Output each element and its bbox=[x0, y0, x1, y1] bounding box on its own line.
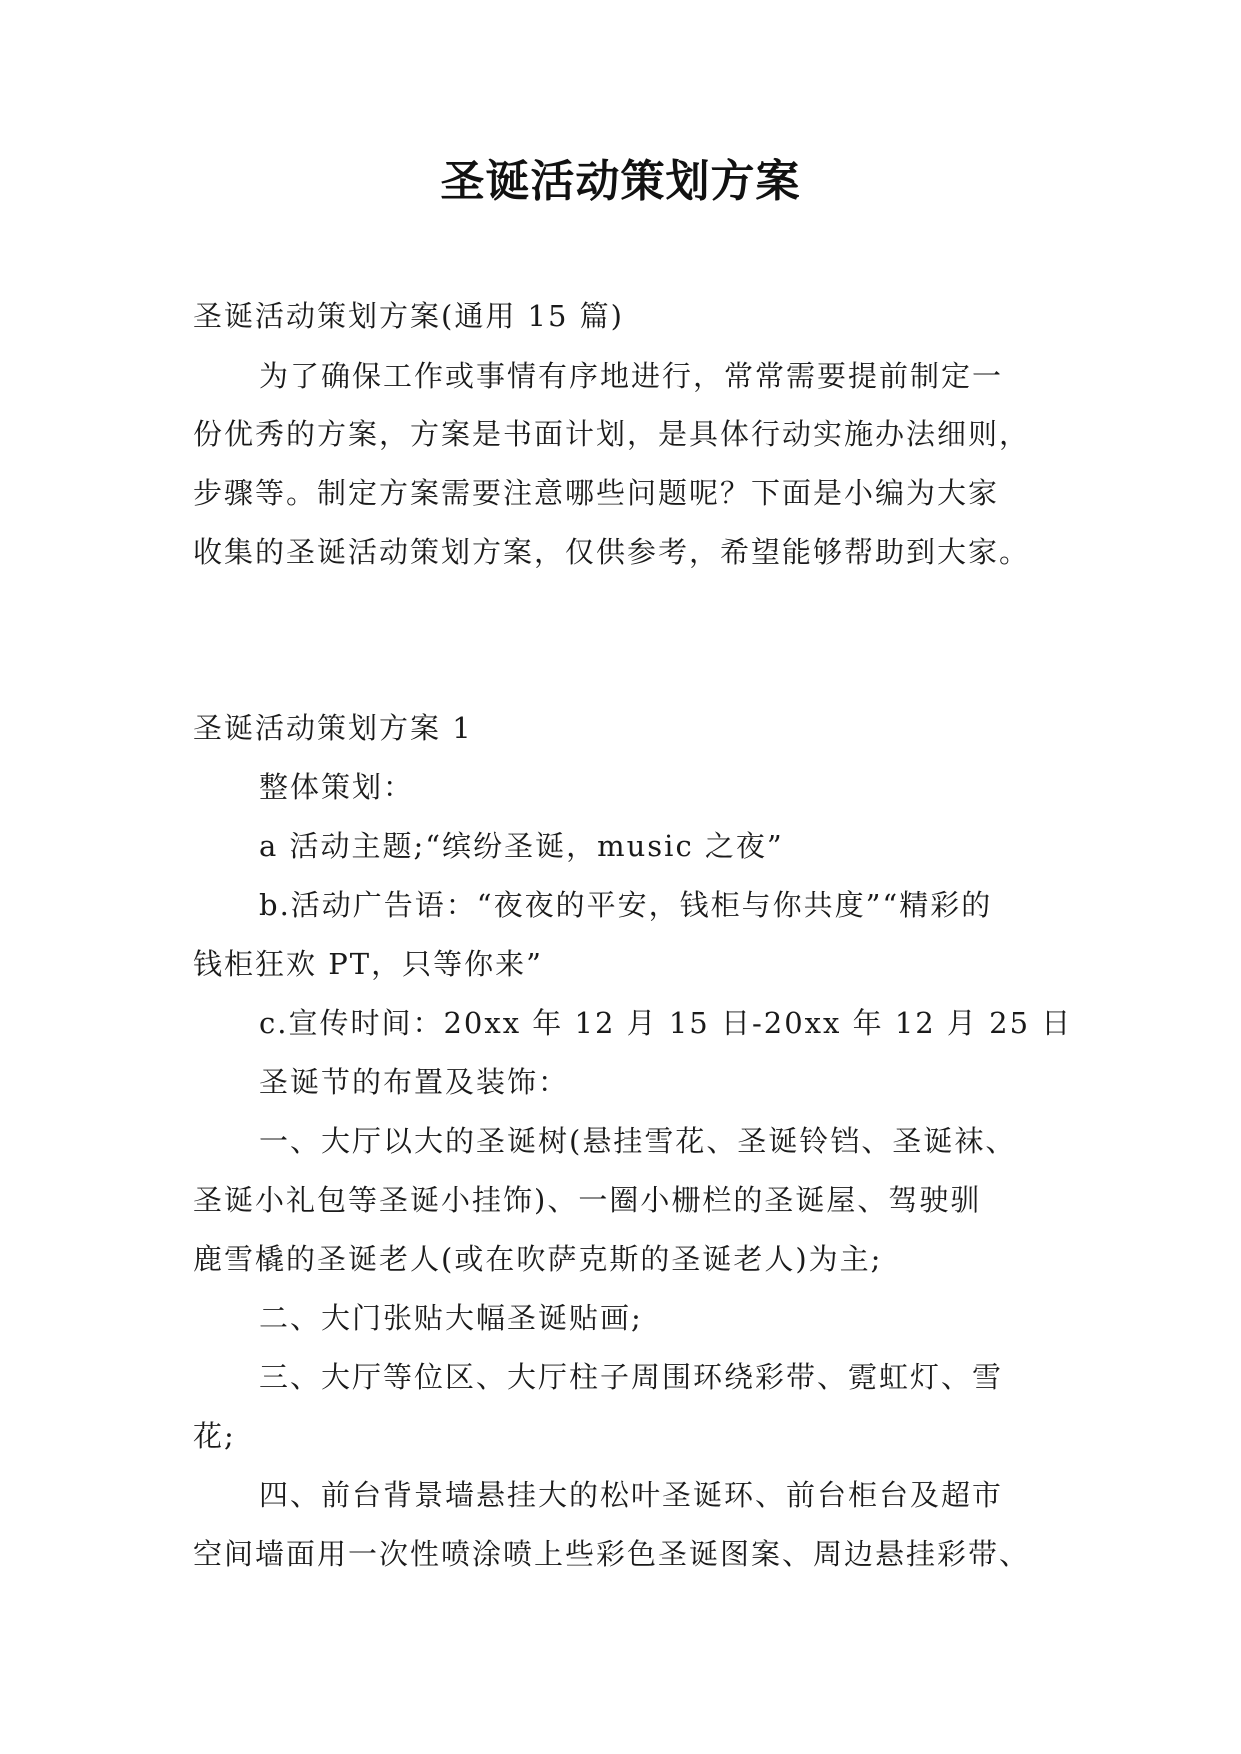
intro-line-4: 收集的圣诞活动策划方案，仅供参考，希望能够帮助到大家。 bbox=[193, 535, 1031, 569]
plan-item-a: a 活动主题;“缤纷圣诞，music 之夜” bbox=[259, 829, 784, 863]
intro-line-2: 份优秀的方案，方案是书面计划，是具体行动实施办法细则， bbox=[193, 417, 1031, 451]
plan-item-b-2: 钱柜狂欢 PT，只等你来” bbox=[193, 947, 543, 981]
decoration-item-3-line-1: 三、大厅等位区、大厅柱子周围环绕彩带、霓虹灯、雪 bbox=[259, 1360, 1004, 1394]
decoration-item-4-line-2: 空间墙面用一次性喷涂喷上些彩色圣诞图案、周边悬挂彩带、 bbox=[193, 1537, 1031, 1571]
decoration-heading: 圣诞节的布置及装饰： bbox=[259, 1065, 570, 1099]
decoration-item-1-line-3: 鹿雪橇的圣诞老人(或在吹萨克斯的圣诞老人)为主; bbox=[193, 1242, 883, 1276]
plan-item-b-1: b.活动广告语：“夜夜的平安，钱柜与你共度”“精彩的 bbox=[259, 888, 993, 922]
decoration-item-1-line-2: 圣诞小礼包等圣诞小挂饰)、一圈小栅栏的圣诞屋、驾驶驯 bbox=[193, 1183, 982, 1217]
decoration-item-4-line-1: 四、前台背景墙悬挂大的松叶圣诞环、前台柜台及超市 bbox=[259, 1478, 1004, 1512]
plan-item-c: c.宣传时间：20xx 年 12 月 15 日-20xx 年 12 月 25 日 bbox=[259, 1006, 1073, 1040]
decoration-item-2: 二、大门张贴大幅圣诞贴画; bbox=[259, 1301, 643, 1335]
decoration-item-1-line-1: 一、大厅以大的圣诞树(悬挂雪花、圣诞铃铛、圣诞袜、 bbox=[259, 1124, 1017, 1158]
intro-line-3: 步骤等。制定方案需要注意哪些问题呢？下面是小编为大家 bbox=[193, 476, 1000, 510]
section-heading: 圣诞活动策划方案 1 bbox=[193, 711, 473, 745]
subtitle-line: 圣诞活动策划方案(通用 15 篇) bbox=[193, 299, 624, 333]
intro-line-1: 为了确保工作或事情有序地进行，常常需要提前制定一 bbox=[259, 359, 1004, 393]
document-title: 圣诞活动策划方案 bbox=[440, 156, 801, 207]
plan-heading: 整体策划： bbox=[259, 770, 415, 804]
decoration-item-3-line-2: 花; bbox=[193, 1419, 236, 1453]
